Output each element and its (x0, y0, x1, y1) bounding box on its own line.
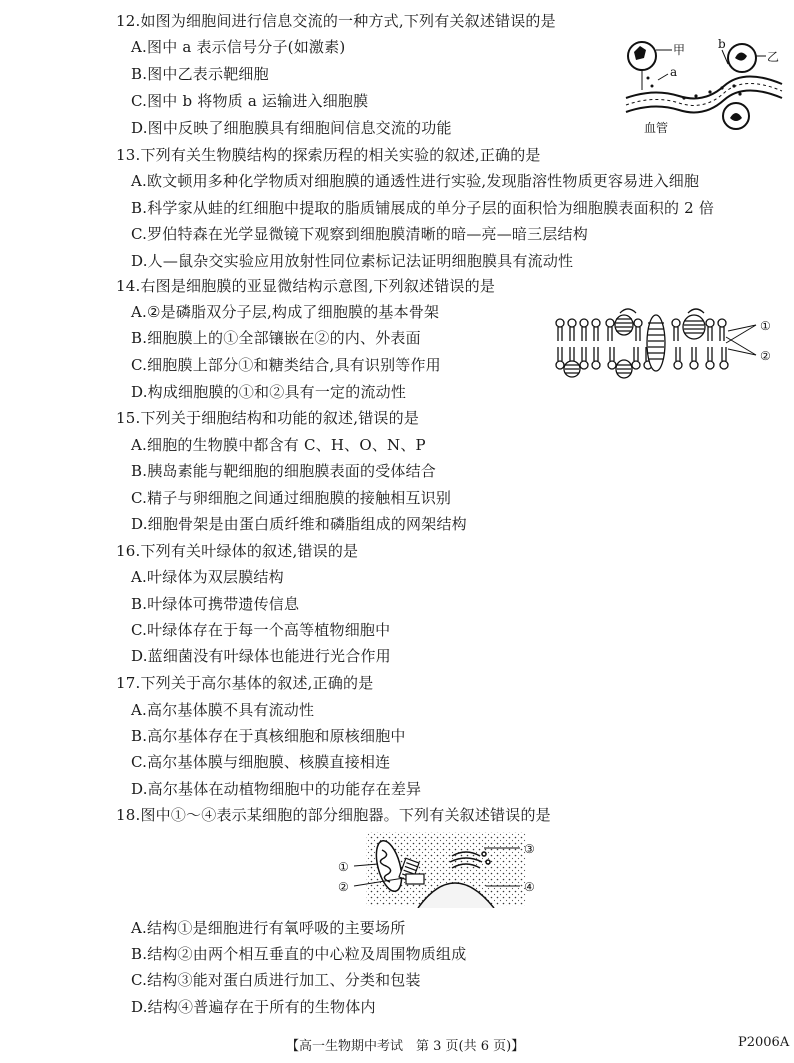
question-13-option-a: A.欧文顿用多种化学物质对细胞膜的通透性进行实验,发现脂溶性物质更容易进入细胞 (131, 172, 700, 190)
question-13-stem: 13.下列有关生物膜结构的探索历程的相关实验的叙述,正确的是 (116, 146, 541, 164)
question-13-option-b: B.科学家从蛙的红细胞中提取的脂质铺展成的单分子层的面积恰为细胞膜表面积的 2 倍 (131, 199, 715, 217)
question-14-option-d: D.构成细胞膜的①和②具有一定的流动性 (131, 383, 407, 401)
question-12-option-d: D.图中反映了细胞膜具有细胞间信息交流的功能 (131, 119, 452, 137)
figure12-label-yi: 乙 (767, 50, 780, 64)
question-14-option-a: A.②是磷脂双分子层,构成了细胞膜的基本骨架 (131, 303, 440, 321)
question-16-option-d: D.蓝细菌没有叶绿体也能进行光合作用 (131, 647, 391, 665)
figure14-label-2: ② (760, 349, 771, 363)
question-18-option-a: A.结构①是细胞进行有氧呼吸的主要场所 (131, 919, 406, 937)
question-17-option-a: A.高尔基体膜不具有流动性 (131, 701, 315, 719)
question-16-option-a: A.叶绿体为双层膜结构 (131, 568, 284, 586)
figure18-label-2: ② (338, 880, 349, 894)
question-18-option-d: D.结构④普遍存在于所有的生物体内 (131, 998, 376, 1016)
question-18-option-b: B.结构②由两个相互垂直的中心粒及周围物质组成 (131, 945, 467, 963)
question-12-stem: 12.如图为细胞间进行信息交流的一种方式,下列有关叙述错误的是 (116, 12, 556, 30)
question-17-option-d: D.高尔基体在动植物细胞中的功能存在差异 (131, 780, 422, 798)
question-18-stem: 18.图中①～④表示某细胞的部分细胞器。下列有关叙述错误的是 (116, 806, 551, 824)
figure-membrane-structure (548, 303, 784, 385)
question-17-stem: 17.下列关于高尔基体的叙述,正确的是 (116, 674, 374, 692)
question-16-stem: 16.下列有关叶绿体的叙述,错误的是 (116, 542, 359, 560)
figure-organelles (334, 830, 544, 908)
question-15-stem: 15.下列关于细胞结构和功能的叙述,错误的是 (116, 409, 420, 427)
question-16-option-c: C.叶绿体存在于每一个高等植物细胞中 (131, 621, 391, 639)
question-12-option-c: C.图中 b 将物质 a 运输进入细胞膜 (131, 92, 369, 110)
figure12-label-b: b (718, 37, 726, 51)
figure14-label-1: ① (760, 319, 771, 333)
question-15-option-b: B.胰岛素能与靶细胞的细胞膜表面的受体结合 (131, 462, 436, 480)
question-13-option-d: D.人—鼠杂交实验应用放射性同位素标记法证明细胞膜具有流动性 (131, 252, 574, 270)
question-15-option-d: D.细胞骨架是由蛋白质纤维和磷脂组成的网架结构 (131, 515, 467, 533)
question-17-option-b: B.高尔基体存在于真核细胞和原核细胞中 (131, 727, 406, 745)
question-14-stem: 14.右图是细胞膜的亚显微结构示意图,下列叙述错误的是 (116, 277, 496, 295)
question-14-option-b: B.细胞膜上的①全部镶嵌在②的内、外表面 (131, 329, 421, 347)
question-18-option-c: C.结构③能对蛋白质进行加工、分类和包装 (131, 971, 421, 989)
figure12-label-a: a (670, 65, 678, 79)
question-15-option-c: C.精子与卵细胞之间通过细胞膜的接触相互识别 (131, 489, 452, 507)
question-13-option-c: C.罗伯特森在光学显微镜下观察到细胞膜清晰的暗—亮—暗三层结构 (131, 225, 588, 243)
question-17-option-c: C.高尔基体膜与细胞膜、核膜直接相连 (131, 753, 391, 771)
figure12-label-vessel: 血管 (644, 121, 669, 135)
question-15-option-a: A.细胞的生物膜中都含有 C、H、O、N、P (131, 436, 426, 454)
page-footer (0, 1035, 794, 1055)
figure-cell-signaling (624, 36, 784, 136)
figure18-label-4: ④ (524, 880, 535, 894)
figure12-label-jia: 甲 (673, 43, 686, 57)
question-12-option-a: A.图中 a 表示信号分子(如激素) (131, 38, 346, 56)
footer-exam-code: P2006A (738, 1035, 790, 1050)
figure18-label-3: ③ (524, 842, 535, 856)
footer-page-info: 【高一生物期中考试 第 3 页(共 6 页)】 (286, 1039, 525, 1054)
figure18-label-1: ① (338, 860, 349, 874)
question-16-option-b: B.叶绿体可携带遗传信息 (131, 595, 300, 613)
question-12-option-b: B.图中乙表示靶细胞 (131, 65, 269, 83)
question-14-option-c: C.细胞膜上部分①和糖类结合,具有识别等作用 (131, 356, 441, 374)
